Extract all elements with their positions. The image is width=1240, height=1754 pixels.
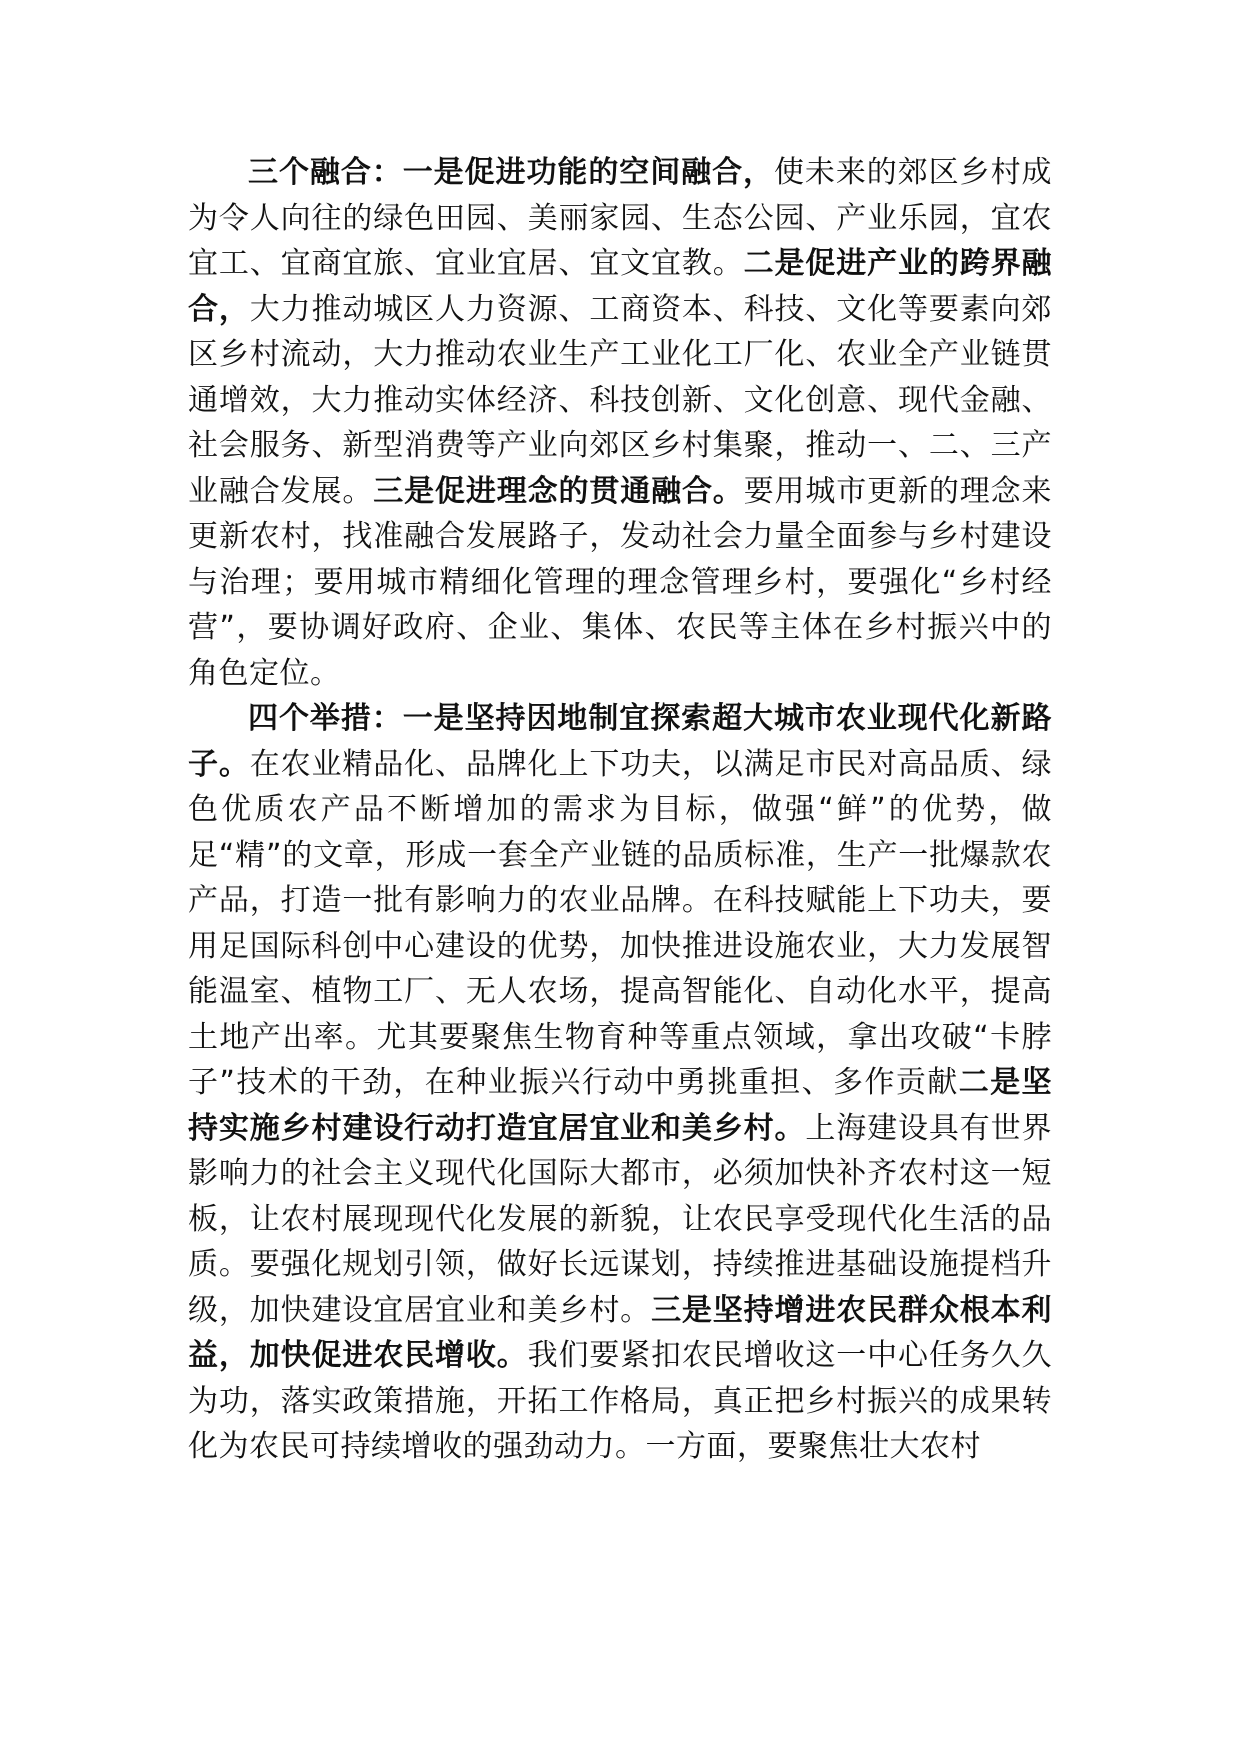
heading-run: 三是坚持增进农民群众根本利益，加快促进农民增收。 — [188, 1292, 1053, 1373]
body-run: 要用城市更新的理念来更新农村，找准融合发展路子，发动社会力量全面参与乡村建设与治理；要用城市精细化管理的理念管理乡村，要强化“乡村经营”，要协调好政府、企业、集体、农民等主体在乡村振兴中的角色定位。 — [188, 473, 1053, 691]
heading-run: 三是促进理念的贯通融合。 — [373, 473, 744, 509]
paragraph-four-measures — [188, 696, 1052, 1470]
body-run: 我们要紧扣农民增收这一中心任务久久为功，落实政策措施，开拓工作格局，真正把乡村振兴的成果转化为农民可持续增收的强劲动力。一方面，要聚焦壮大农村 — [188, 1338, 1053, 1464]
heading-run: 四个举措：一是坚持因地制宜探索超大城市农业现代化新路子。 — [188, 701, 1052, 782]
heading-run: 三个融合：一是促进功能的空间融合， — [248, 155, 774, 190]
document-page — [188, 150, 1052, 1470]
body-run: 在农业精品化、品牌化上下功夫，以满足市民对高品质、绿色优质农产品不断增加的需求为目标，做强“鲜”的优势，做足“精”的文章，形成一套全产业链的品质标准，生产一批爆款农产品，打造一批有影响力的农业品牌。在科技赋能上下功夫，要用足国际科创中心建设的优势，加快推进设施农业，大力发展智能温室、植物工厂、无人农场，提高智能化、自动化水平，提高土地产出率。尤其要聚焦生物育种等重点领域，拿出攻破“卡脖子”技术的干劲，在种业振兴行动中勇挑重担、多作贡献 — [188, 746, 1053, 1100]
body-run: 使未来的郊区乡村成为令人向往的绿色田园、美丽家园、生态公园、产业乐园，宜农宜工、宜商宜旅、宜业宜居、宜文宜教。 — [188, 155, 1053, 281]
body-run: 上海建设具有世界影响力的社会主义现代化国际大都市，必须加快补齐农村这一短板，让农村展现现代化发展的新貌，让农民享受现代化生活的品质。要强化规划引领，做好长远谋划，持续推进基础设施提档升级，加快建设宜居宜业和美乡村。 — [188, 1110, 1053, 1328]
paragraph-three-integrations — [188, 150, 1052, 696]
heading-run: 二是促进产业的跨界融合， — [188, 246, 1053, 327]
heading-run: 二是坚持实施乡村建设行动打造宜居宜业和美乡村。 — [188, 1065, 1052, 1146]
body-run: 大力推动城区人力资源、工商资本、科技、文化等要素向郊区乡村流动，大力推动农业生产工业化工厂化、农业全产业链贯通增效，大力推动实体经济、科技创新、文化创意、现代金融、社会服务、新型消费等产业向郊区乡村集聚，推动一、二、三产业融合发展。 — [188, 291, 1053, 509]
